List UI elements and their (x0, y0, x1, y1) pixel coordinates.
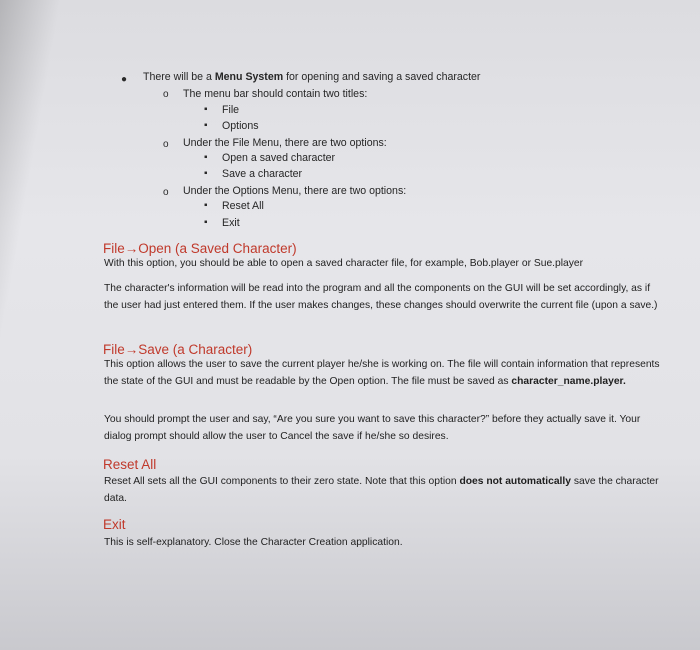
save-paragraph-1-text: This option allows the user to save the current player he/she is working on. The file will contain information that represents the state of the GUI and must be readable by the Open option. The file must be saved as (104, 359, 660, 387)
bullet-dot: ● (121, 74, 128, 85)
bullet-options: Options (222, 120, 259, 132)
sub-bullet-circle: o (163, 89, 169, 100)
bullet-menu-system-pre: There will be a (143, 71, 215, 83)
sub-sub-bullet-square: ▪ (204, 120, 208, 131)
reset-paragraph (104, 474, 664, 507)
heading-reset-all: Reset All (103, 457, 157, 472)
bullet-exit: Exit (222, 217, 240, 229)
save-paragraph-2: You should prompt the user and say, “Are you sure you want to save this character?” before they actually save it. Your dialog prompt should allow the user to Cancel the save if he/she so desires. (104, 414, 641, 442)
sub-sub-bullet-square: ▪ (204, 200, 208, 211)
sub-sub-bullet-square: ▪ (204, 217, 208, 228)
reset-paragraph-post: save the character data. (104, 476, 659, 504)
bullet-options-menu: Under the Options Menu, there are two options: (183, 185, 407, 197)
bullet-menu-system (143, 70, 480, 84)
heading-exit: Exit (103, 517, 126, 532)
bullet-menu-system-post: for opening and saving a saved character (283, 71, 481, 83)
open-paragraph-1: With this option, you should be able to open a saved character file, for example, Bob.player or Sue.player (104, 258, 584, 269)
bullet-reset-all: Reset All (222, 200, 264, 212)
sub-bullet-circle: o (163, 187, 169, 198)
bullet-file: File (222, 104, 240, 116)
sub-sub-bullet-square: ▪ (204, 152, 208, 163)
heading-file-save: File→Save (a Character) (103, 342, 253, 357)
sub-sub-bullet-square: ▪ (204, 104, 208, 115)
bullet-menu-bar: The menu bar should contain two titles: (183, 88, 368, 100)
reset-paragraph-pre: Reset All sets all the GUI components to their zero state. Note that this option (104, 476, 460, 487)
reset-paragraph-bold: does not automatically (459, 476, 572, 487)
heading-file-open: File→Open (a Saved Character) (103, 241, 297, 256)
save-filename-bold: character_name.player. (511, 375, 626, 387)
bullet-save-character: Save a character (222, 168, 303, 180)
bullet-menu-system-bold: Menu System (214, 71, 284, 83)
save-paragraph-1 (104, 357, 664, 390)
sub-sub-bullet-square: ▪ (204, 168, 208, 179)
bullet-file-menu: Under the File Menu, there are two options: (183, 137, 387, 149)
sub-bullet-circle: o (163, 139, 169, 150)
exit-paragraph: This is self-explanatory. Close the Character Creation application. (104, 537, 403, 548)
open-paragraph-2: The character's information will be read into the program and all the components on the GUI will be set accordingly, as if the user had just entered them. If the user makes changes, these changes should overwrite the current file (upon a save.) (104, 283, 658, 311)
bullet-open-saved: Open a saved character (222, 152, 336, 164)
